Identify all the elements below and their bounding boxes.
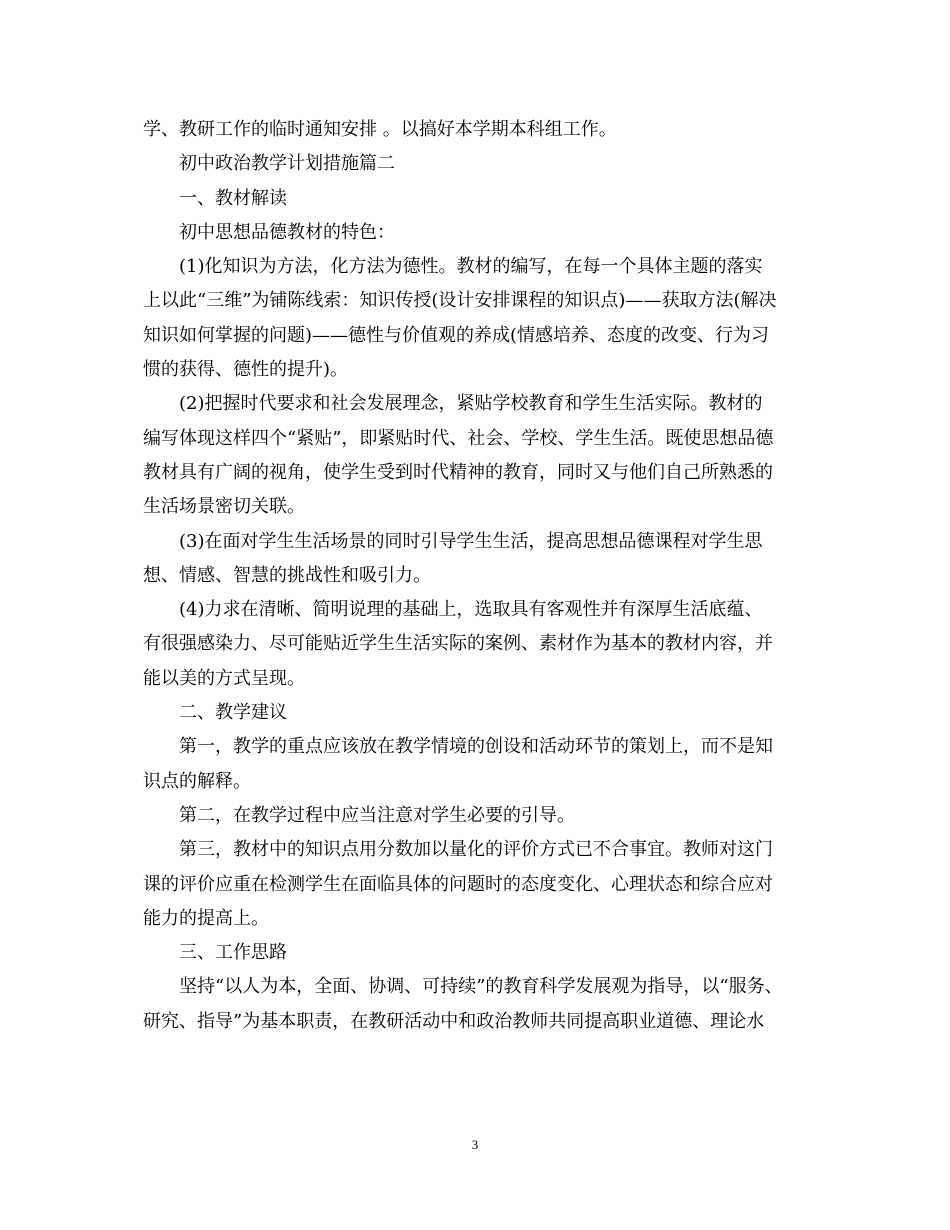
text-line: 课的评价应重在检测学生在面临具体的问题时的态度变化、心理状态和综合应对 — [143, 873, 773, 895]
text-line: (1)化知识为方法，化方法为德性。教材的编写，在每一个具体主题的落实 — [179, 256, 763, 278]
text-line: (2)把握时代要求和社会发展理念，紧贴学校教育和学生生活实际。教材的 — [179, 393, 763, 415]
text-line: 学、教研工作的临时通知安排 。以搞好本学期本科组工作。 — [143, 119, 617, 140]
text-line: 第一，教学的重点应该放在教学情境的创设和活动环节的策划上，而不是知 — [179, 736, 773, 758]
text-line: 坚持“以人为本，全面、协调、可持续”的教育科学发展观为指导，以“服务、 — [179, 976, 783, 998]
text-line: 有很强感染力、尽可能贴近学生生活实际的案例、素材作为基本的教材内容，并 — [143, 633, 773, 655]
text-line: (4)力求在清晰、简明说理的基础上，选取具有客观性并有深厚生活底蕴、 — [179, 599, 763, 621]
text-line: 生活场景密切关联。 — [143, 496, 305, 518]
text-line: 教材具有广阔的视角，使学生受到时代精神的教育，同时又与他们自己所熟悉的 — [143, 461, 773, 483]
heading: 一、教材解读 — [179, 187, 287, 209]
text-line: 能力的提高上。 — [143, 907, 269, 929]
text-line: 识点的解释。 — [143, 770, 251, 792]
text-line: (3)在面对学生生活场景的同时引导学生生活，提高思想品德课程对学生思 — [179, 530, 763, 552]
text-line: 编写体现这样四个“紧贴”，即紧贴时代、社会、学校、学生生活。既使思想品德 — [143, 427, 774, 449]
text-line: 第三，教材中的知识点用分数加以量化的评价方式已不合事宜。教师对这门 — [179, 839, 773, 861]
heading: 二、教学建议 — [179, 702, 287, 724]
text-line: 知识如何掌握的问题)——德性与价值观的养成(情感培养、态度的改变、行为习 — [143, 324, 770, 346]
document-body — [143, 113, 808, 1039]
section-title: 初中政治教学计划措施篇二 — [179, 153, 395, 175]
text-line: 能以美的方式呈现。 — [143, 667, 305, 689]
text-line: 想、情感、智慧的挑战性和吸引力。 — [143, 564, 431, 586]
text-line: 初中思想品德教材的特色： — [179, 221, 395, 243]
heading: 三、工作思路 — [179, 942, 287, 964]
text-line: 第二，在教学过程中应当注意对学生必要的引导。 — [179, 804, 575, 826]
page-number: 3 — [471, 1137, 479, 1152]
text-line: 研究、指导”为基本职责，在教研活动中和政治教师共同提高职业道德、理论水 — [143, 1010, 765, 1032]
text-line: 上以此“三维”为铺陈线索：知识传授(设计安排课程的知识点)——获取方法(解决 — [143, 290, 777, 312]
text-line: 惯的获得、德性的提升)。 — [143, 359, 349, 381]
